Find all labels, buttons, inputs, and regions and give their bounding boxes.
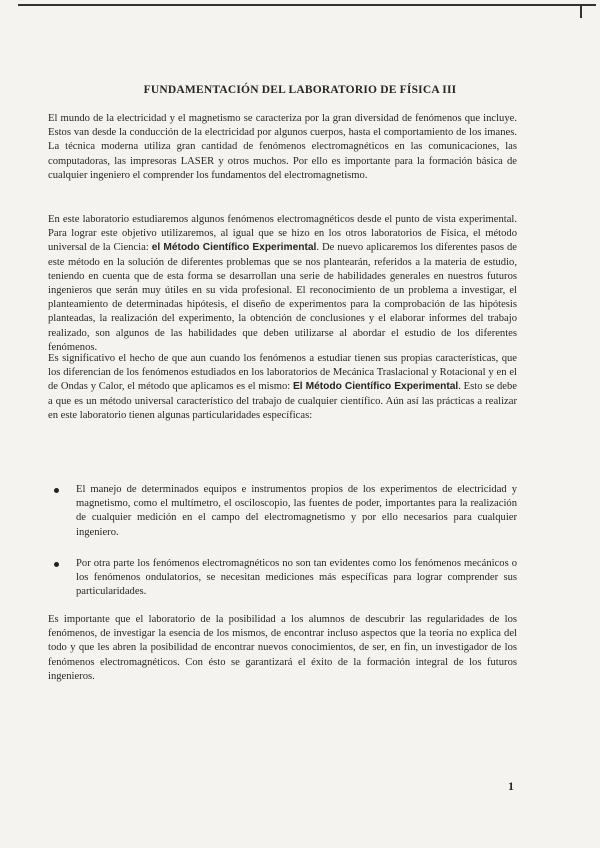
list-item-text: Por otra parte los fenómenos electromagnéticos no son tan evidentes como los fenómenos mecánicos o los fenómenos ondulatorios, se necesitan mediciones más específicas para lograr comprender sus particularidades. [76,557,517,598]
page-number: 1 [508,779,514,793]
list-item [48,557,517,600]
bullet-dot-icon [54,488,59,493]
particularities-list [48,483,517,599]
paragraph-intro: El mundo de la electricidad y el magnetismo se caracteriza por la gran diversidad de fenómenos que incluye. Estos van desde la conducción de la electricidad por algunos cuerpos, hasta el comportamiento de los imanes. La técnica moderna utiliza gran cantidad de fenómenos electromagnéticos en las comunicaciones, las computadoras, las impresoras LASER y otros muchos. Por ello es importante para la formación básica de cualquier ingeniero el comprender los fundamentos del electromagnetismo. [48,113,517,181]
paragraph-significance-emphasis: El Método Científico Experimental [293,381,459,393]
bullet-dot-icon [54,562,59,567]
paragraph-method [48,213,517,355]
page-title: FUNDAMENTACIÓN DEL LABORATORIO DE FÍSICA III [143,84,457,96]
list-item-text: El manejo de determinados equipos e instrumentos propios de los experimentos de electricidad y magnetismo, como el multímetro, el osciloscopio, las fuentes de poder, importantes para la realización de cualquier medición en el campo del electromagnetismo y por ello necesarios para cualquier ingeniero. [76,484,517,538]
paragraph-method-text-b: . De nuevo aplicaremos los diferentes pasos de este método en la solución de diferentes problemas que se nos plantearán, referidos a la materia de estudio, teniendo en cuenta que de esta forma se desarrollan una serie de habilidades generales en nuestros futuros ingenieros que serán muy útiles en su vida profesional. El reconocimiento de un problema a investigar, el planteamiento de determinadas hipótesis, el diseño de experimentos para la comprobación de las hipótesis planteadas, la realización del experimento, la obtención de conclusiones y el elaborar informes del trabajo realizado, son algunos de las habilidades que deben utilizarse al abordar el estudio de los diferentes fenómenos. [48,242,518,353]
paragraph-significance-text-a: Es significativo el hecho de que aun cuando los fenómenos a estudiar tienen sus propias características, que los diferencian de los fenómenos estudiados en los laboratorios de Mecánica Traslacional y Rotacional y en el de Ondas y Calor, el método que aplicamos es el mismo: [48,353,517,393]
list-item [48,483,517,540]
paragraph-significance-text-b: . Esto se debe a que es un método universal característico del trabajo de cualquier científico. Aún así las prácticas a realizar en este laboratorio tienen algunas particularidades específicas: [48,381,517,421]
paragraph-method-emphasis: el Método Científico Experimental [151,242,317,254]
paragraph-method-text-a: En este laboratorio estudiaremos algunos fenómenos electromagnéticos desde el punto de vista experimental. Para lograr este objetivo utilizaremos, al igual que se hizo en los otros laboratorios de Física, el método universal de la Ciencia: [48,214,517,254]
paragraph-significance [48,352,517,423]
scan-corner-mark [580,4,596,18]
paragraph-conclusion: Es importante que el laboratorio de la posibilidad a los alumnos de descubrir las regularidades de los fenómenos, de investigar la esencia de los mismos, de encontrar incluso aspectos que la teoría no explica del todo y que les abren la posibilidad de encontrar nuevos conocimientos, de ser, en fin, un investigador de los fenómenos electromagnéticos. Con ésto se garantizará el éxito de la formación integral de los futuros ingenieros. [48,614,517,682]
scan-top-rule [18,4,596,6]
